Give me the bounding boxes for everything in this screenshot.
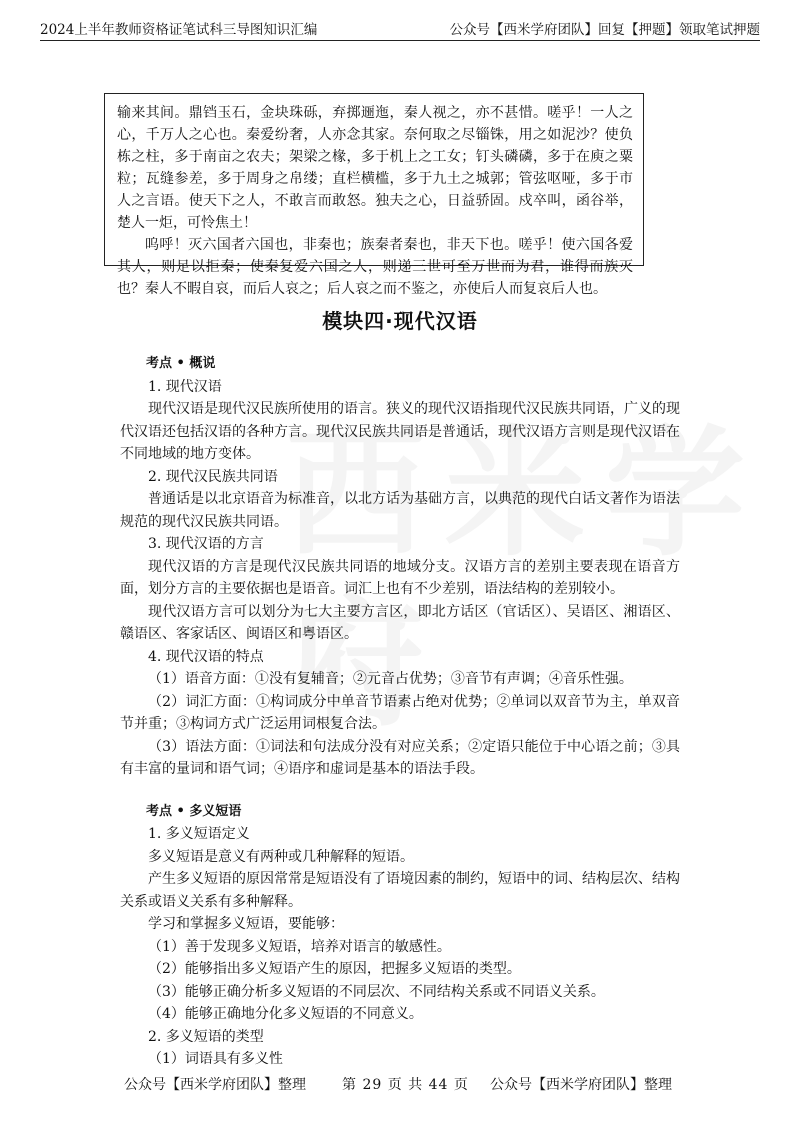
header-promo-text: 公众号【西米学府团队】回复【押题】领取笔试押题	[449, 22, 760, 38]
header-doc-title: 2024上半年教师资格证笔试科三导图知识汇编	[40, 22, 318, 38]
section-heading: 考点 • 多义短语	[146, 803, 242, 819]
list-item: （2）能够指出多义短语产生的原因，把握多义短语的类型。	[148, 961, 521, 977]
paragraph: 产生多义短语的原因常常是短语没有了语境因素的制约，短语中的词、结构层次、结构关系或语义关系有多种解释。	[120, 871, 680, 910]
list-item: （3）能够正确分析多义短语的不同层次、不同结构关系或不同语义关系。	[148, 983, 605, 1000]
footer-right-text: 公众号【西米学府团队】整理	[490, 1077, 672, 1093]
list-item: （1）善于发现多义短语，培养对语言的敏感性。	[148, 938, 451, 955]
subheading: 1. 现代汉语	[148, 378, 222, 395]
paragraph: 现代汉语的方言是现代汉民族共同语的地域分支。汉语方言的差别主要表现在语音方面，划分方言的主要依据也是语音。词汇上也有不少差别，语法结构的差别较小。	[120, 558, 680, 597]
main-content	[120, 353, 680, 1071]
list-item: （1）词语具有多义性	[148, 1051, 283, 1067]
subheading: 3. 现代汉语的方言	[148, 536, 264, 552]
subheading: 2. 现代汉民族共同语	[148, 468, 278, 485]
page-footer	[0, 1074, 800, 1094]
module-title: 模块四·现代汉语	[322, 309, 478, 333]
page-header	[40, 22, 760, 41]
subheading: 2. 多义短语的类型	[148, 1028, 264, 1045]
list-item: （1）语音方面：①没有复辅音；②元音占优势；③音节有声调；④音乐性强。	[148, 671, 633, 687]
list-item: （2）词汇方面：①构词成分中单音节语素占绝对优势；②单词以双音节为主，单双音节并重；③构词方式广泛运用词根复合法。	[120, 693, 680, 732]
paragraph: 现代汉语方言可以划分为七大主要方言区，即北方话区（官话区）、吴语区、湘语区、赣语区、客家话区、闽语区和粤语区。	[120, 603, 680, 642]
spacer	[120, 781, 680, 801]
paragraph: 学习和掌握多义短语，要能够：	[148, 916, 344, 932]
quote-paragraph: 呜呼！灭六国者六国也，非秦也；族秦者秦也，非天下也。嗟乎！使六国各爱其人，则足以拒秦；使秦复爱六国之人，则递三世可至万世而为君，谁得而族灭也？秦人不暇自哀，而后人哀之；后人哀之而不鉴之，亦使后人而复哀后人也。	[117, 237, 633, 297]
paragraph: 普通话是以北京语音为标准音，以北方话为基础方言，以典范的现代白话文著作为语法规范的现代汉民族共同语。	[120, 491, 680, 530]
paragraph: 多义短语是意义有两种或几种解释的短语。	[148, 848, 414, 865]
subheading: 1. 多义短语定义	[148, 826, 250, 842]
list-item: （4）能够正确地分化多义短语的不同意义。	[148, 1006, 423, 1022]
quote-box	[104, 93, 644, 297]
paragraph: 现代汉语是现代汉民族所使用的语言。狭义的现代汉语指现代汉民族共同语，广义的现代汉语还包括汉语的各种方言。现代汉民族共同语是普通话，现代汉语方言则是现代汉语在不同地域的地方变体。	[120, 401, 680, 462]
list-item: （3）语法方面：①词法和句法成分没有对应关系；②定语只能位于中心语之前；③具有丰富的量词和语气词；④语序和虚词是基本的语法手段。	[120, 738, 680, 777]
footer-left-text: 公众号【西米学府团队】整理	[124, 1077, 306, 1093]
page-number: 第 29 页 共 44 页	[342, 1077, 469, 1093]
subheading: 4. 现代汉语的特点	[148, 648, 264, 665]
section-heading: 考点 • 概说	[146, 356, 216, 371]
quote-paragraph: 输来其间。鼎铛玉石，金块珠砾，弃掷逦迤，秦人视之，亦不甚惜。嗟乎！一人之心，千万人之心也。秦爱纷奢，人亦念其家。奈何取之尽锱铢，用之如泥沙？使负栋之柱，多于南亩之农夫；架梁之椽，多于机上之工女；钉头磷磷，多于在庾之粟粒；瓦缝参差，多于周身之帛缕；直栏横槛，多于九土之城郭；管弦呕哑，多于市人之言语。使天下之人，不敢言而敢怒。独夫之心，日益骄固。戍卒叫，函谷举，楚人一炬，可怜焦土！	[117, 105, 633, 231]
